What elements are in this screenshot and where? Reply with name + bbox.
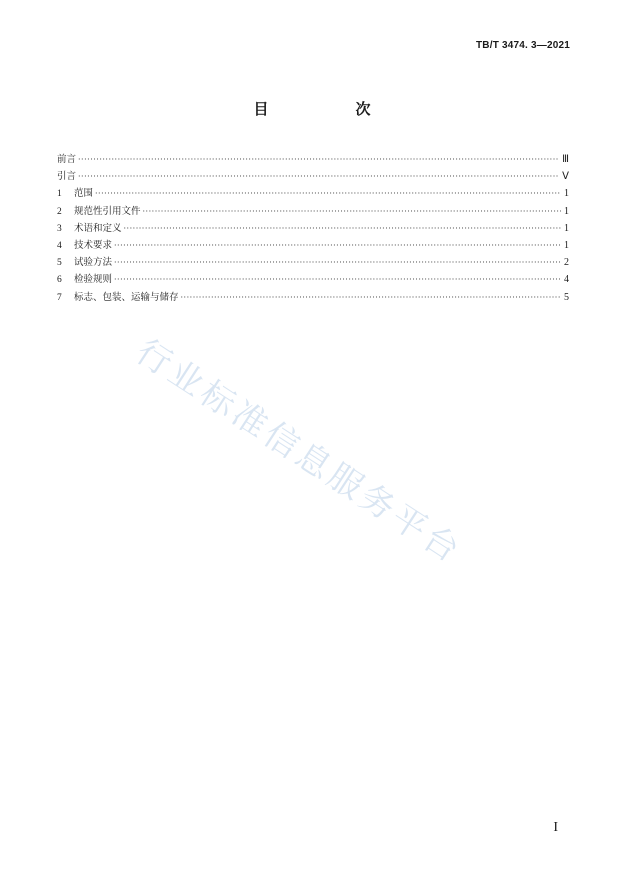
toc-entry-label: 规范性引用文件 <box>74 205 141 217</box>
toc-entry-page: 4 <box>564 274 569 286</box>
toc-entry-label: 前言 <box>57 154 77 165</box>
toc-entry-number: 6 <box>57 275 62 286</box>
toc-entry-foreword[interactable] <box>57 151 569 168</box>
toc-entry-page: Ⅲ <box>562 154 569 165</box>
toc-entry-6[interactable] <box>57 271 569 288</box>
toc-entry-label: 检验规则 <box>74 274 113 286</box>
toc-entry-1[interactable] <box>57 185 569 202</box>
toc-entry-page: 2 <box>564 257 569 269</box>
toc-leader-dots <box>114 254 561 271</box>
toc-leader-dots <box>78 168 559 185</box>
toc-entry-label: 标志、包装、运输与储存 <box>74 291 179 303</box>
toc-entry-introduction[interactable] <box>57 168 569 185</box>
toc-entry-label: 范围 <box>74 188 94 200</box>
toc-entry-number: 7 <box>57 292 62 303</box>
toc-entry-5[interactable] <box>57 254 569 271</box>
toc-entry-number: 5 <box>57 258 62 269</box>
toc-leader-dots <box>124 220 561 237</box>
toc-entry-page: 1 <box>564 188 569 200</box>
toc-entry-page: 1 <box>564 239 569 251</box>
table-of-contents <box>57 151 569 306</box>
toc-entry-label: 试验方法 <box>74 257 113 269</box>
toc-leader-dots <box>114 237 561 254</box>
standard-code: TB/T 3474. 3—2021 <box>475 40 570 51</box>
toc-entry-page: Ⅴ <box>562 171 569 183</box>
toc-entry-page: 1 <box>564 205 569 217</box>
page-number: I <box>553 820 558 835</box>
toc-leader-dots <box>181 289 561 306</box>
watermark: 行业标准信息服务平台 <box>128 331 470 573</box>
toc-entry-3[interactable] <box>57 220 569 237</box>
toc-entry-number: 4 <box>57 240 62 251</box>
toc-leader-dots <box>95 185 561 202</box>
page-title: 目 次 <box>253 100 407 118</box>
toc-entry-label: 技术要求 <box>74 239 113 251</box>
toc-entry-number: 1 <box>57 189 62 200</box>
toc-entry-label: 术语和定义 <box>74 222 122 234</box>
toc-entry-number: 3 <box>57 223 62 234</box>
toc-leader-dots <box>143 203 561 220</box>
toc-entry-label: 引言 <box>57 171 77 183</box>
toc-entry-number: 2 <box>57 206 62 217</box>
toc-entry-4[interactable] <box>57 237 569 254</box>
toc-entry-2[interactable] <box>57 203 569 220</box>
toc-leader-dots <box>78 151 559 168</box>
toc-entry-7[interactable] <box>57 289 569 306</box>
toc-leader-dots <box>114 271 561 288</box>
toc-entry-page: 5 <box>564 291 569 303</box>
toc-entry-page: 1 <box>564 222 569 234</box>
